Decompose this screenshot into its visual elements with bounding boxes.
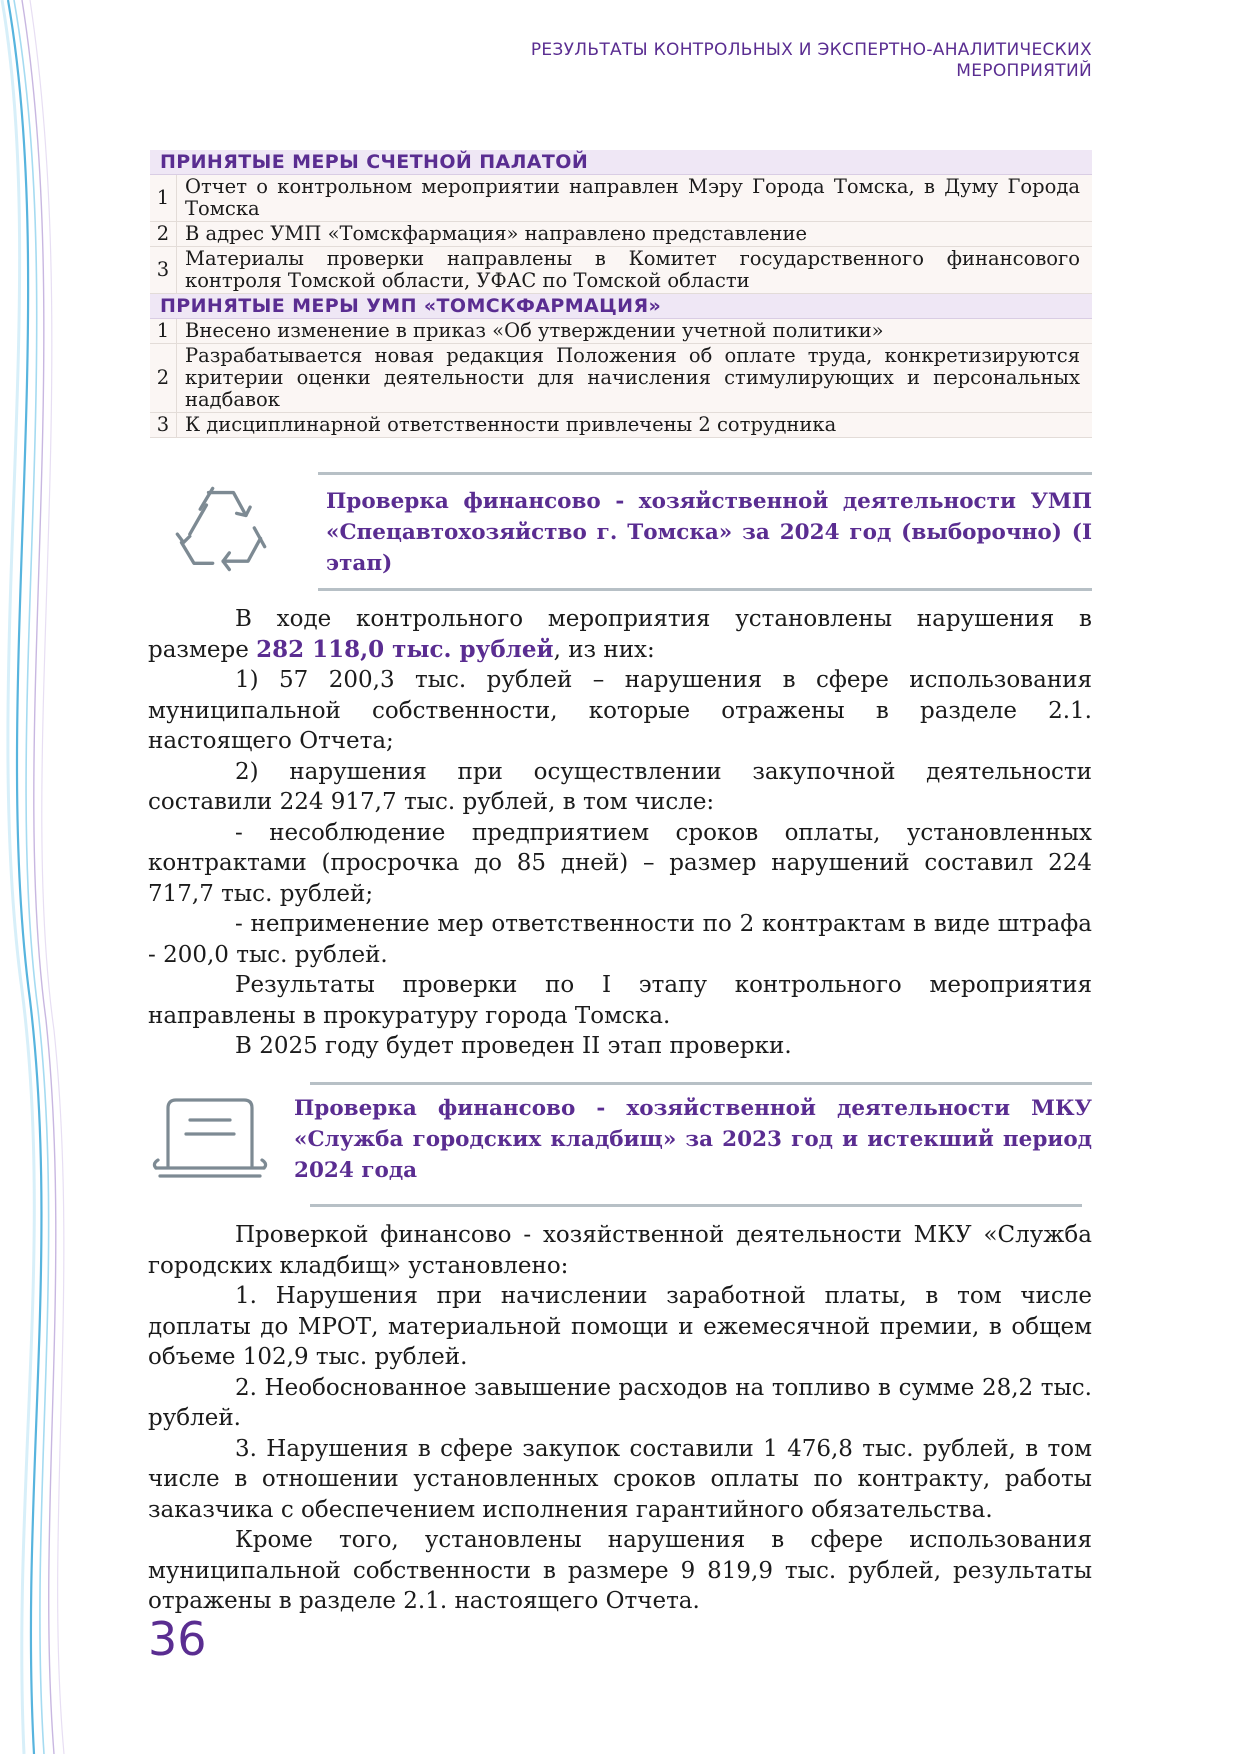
row-text: Материалы проверки направлены в Комитет государственного финансового контроля Томской области, УФАС по Томской области bbox=[177, 247, 1093, 294]
table-row bbox=[150, 413, 1092, 438]
tombstone-icon bbox=[152, 1094, 268, 1178]
recycle-icon bbox=[168, 478, 274, 582]
row-text: Внесено изменение в приказ «Об утверждении учетной политики» bbox=[177, 319, 1093, 344]
running-head bbox=[392, 40, 1092, 82]
row-number: 1 bbox=[150, 175, 177, 222]
paragraph: В 2025 году будет проведен II этап проверки. bbox=[235, 1033, 792, 1059]
row-text: В адрес УМП «Томскфармация» направлено представление bbox=[177, 222, 1093, 247]
row-text: Разрабатывается новая редакция Положения об оплате труда, конкретизируются критерии оценки деятельности для начисления стимулирующих и персональных надбавок bbox=[177, 344, 1093, 413]
measures-table bbox=[150, 150, 1092, 438]
intro-tail: , из них: bbox=[553, 636, 655, 663]
running-head-line1: РЕЗУЛЬТАТЫ КОНТРОЛЬНЫХ И ЭКСПЕРТНО-АНАЛИТИЧЕСКИХ bbox=[530, 40, 1092, 60]
paragraph: Кроме того, установлены нарушения в сфере использования муниципальной собственности в размере 9 819,9 тыс. рублей, результаты отражены в разделе 2.1. настоящего Отчета. bbox=[148, 1527, 1092, 1614]
section1-top-rule bbox=[318, 472, 1092, 475]
ump-measures-header: ПРИНЯТЫЕ МЕРЫ УМП «ТОМСКФАРМАЦИЯ» bbox=[150, 294, 1092, 319]
section1-bottom-rule bbox=[318, 588, 1092, 591]
table-row bbox=[150, 175, 1092, 222]
section2-body bbox=[148, 1220, 1092, 1617]
paragraph: 1. Нарушения при начислении заработной платы, в том числе доплаты до МРОТ, материальной помощи и ежемесячной премии, в общем объеме 102,9 тыс. рублей. bbox=[148, 1283, 1092, 1370]
row-text: Отчет о контрольном мероприятии направлен Мэру Города Томска, в Думу Города Томска bbox=[177, 175, 1093, 222]
paragraph: 2) нарушения при осуществлении закупочной деятельности составили 224 917,7 тыс. рублей, в том числе: bbox=[148, 758, 1092, 815]
section1-title: Проверка финансово - хозяйственной деятельности УМП «Спецавтохозяйство г. Томска» за 2024 год (выборочно) (I этап) bbox=[326, 489, 1092, 576]
intro-text: В ходе контрольного мероприятия установлены нарушения в размере bbox=[148, 606, 1092, 663]
paragraph: - несоблюдение предприятием сроков оплаты, установленных контрактами (просрочка до 85 дней) – размер нарушений составил 224 717,7 тыс. рублей; bbox=[148, 819, 1092, 907]
row-number: 3 bbox=[150, 413, 177, 438]
decorative-wave-lines bbox=[0, 0, 100, 1754]
section1-body bbox=[148, 604, 1092, 1062]
page-number: 36 bbox=[148, 1612, 207, 1666]
table-row bbox=[150, 247, 1092, 294]
paragraph: 1) 57 200,3 тыс. рублей – нарушения в сфере использования муниципальной собственности, которые отражены в разделе 2.1. настоящего Отчета; bbox=[148, 667, 1092, 754]
table-row bbox=[150, 319, 1092, 344]
section2-title: Проверка финансово - хозяйственной деятельности МКУ «Служба городских кладбищ» за 2023 год и истекший период 2024 года bbox=[294, 1096, 1092, 1183]
row-text: К дисциплинарной ответственности привлечены 2 сотрудника bbox=[177, 413, 1093, 438]
table-row bbox=[150, 222, 1092, 247]
paragraph: 3. Нарушения в сфере закупок составили 1 476,8 тыс. рублей, в том числе в отношении установленных сроков оплаты по контракту, работы заказчика с обеспечением исполнения гарантийного обязательства. bbox=[148, 1435, 1092, 1523]
violation-total-amount: 282 118,0 тыс. рублей bbox=[256, 635, 554, 663]
table-row bbox=[150, 344, 1092, 413]
section1-intro bbox=[148, 604, 1092, 665]
section2-top-rule bbox=[310, 1082, 1092, 1085]
chamber-measures-header: ПРИНЯТЫЕ МЕРЫ СЧЕТНОЙ ПАЛАТОЙ bbox=[150, 150, 1092, 175]
section2-bottom-rule bbox=[310, 1204, 1082, 1207]
running-head-line2: МЕРОПРИЯТИЙ bbox=[956, 61, 1092, 81]
paragraph: - неприменение мер ответственности по 2 контрактам в виде штрафа - 200,0 тыс. рублей. bbox=[148, 911, 1092, 968]
paragraph: Результаты проверки по I этапу контрольного мероприятия направлены в прокуратуру города Томска. bbox=[148, 972, 1092, 1029]
row-number: 3 bbox=[150, 247, 177, 294]
row-number: 2 bbox=[150, 344, 177, 413]
row-number: 1 bbox=[150, 319, 177, 344]
paragraph: 2. Необоснованное завышение расходов на топливо в сумме 28,2 тыс. рублей. bbox=[148, 1374, 1092, 1431]
row-number: 2 bbox=[150, 222, 177, 247]
paragraph: Проверкой финансово - хозяйственной деятельности МКУ «Служба городских кладбищ» установлено: bbox=[148, 1222, 1092, 1279]
